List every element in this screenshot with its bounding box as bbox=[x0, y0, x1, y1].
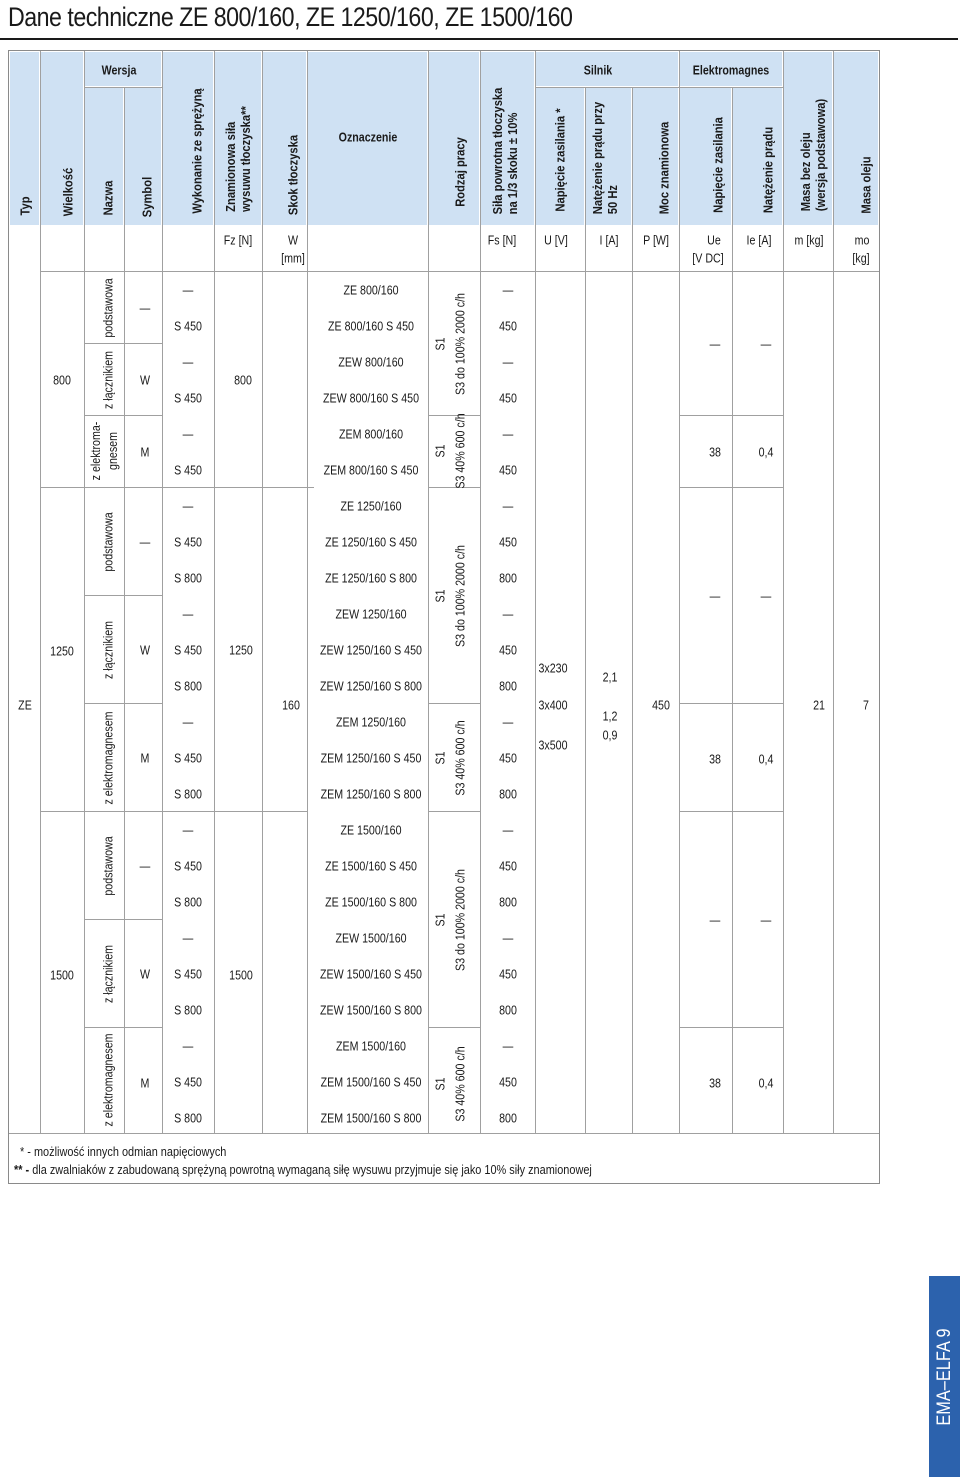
unit-u: U [V] bbox=[544, 232, 568, 248]
grid-line bbox=[124, 87, 125, 1133]
footnote-1 bbox=[20, 1144, 226, 1159]
fs-cell: — bbox=[502, 426, 514, 442]
size-800: 800 bbox=[53, 372, 71, 388]
wykonanie-cell: S 450 bbox=[174, 318, 202, 334]
nazwa-elektro-1500: z elektromagnesem bbox=[100, 1033, 116, 1127]
wykonanie-cell: — bbox=[182, 822, 194, 838]
nazwa-podstawowa-1250: podstawowa bbox=[100, 512, 116, 572]
typ-value: ZE bbox=[18, 697, 32, 713]
oznaczenie-cell: ZEM 1500/160 bbox=[336, 1038, 406, 1054]
ie-dash-800: — bbox=[760, 336, 772, 352]
oznaczenie-cell: ZEW 1250/160 bbox=[335, 606, 407, 622]
hdr-moc-label: Moc znamionowa bbox=[656, 121, 672, 215]
fs-cell: 450 bbox=[499, 462, 517, 478]
wykonanie-cell: S 450 bbox=[174, 858, 202, 874]
hdr-wykonanie bbox=[162, 51, 214, 226]
hdr-znamionowa-label bbox=[223, 106, 253, 212]
symbol-m: M bbox=[140, 444, 150, 460]
nazwa-lacznik-1250: z łącznikiem bbox=[100, 620, 116, 680]
hdr-oznaczenie-label: Oznaczenie bbox=[338, 129, 398, 145]
wykonanie-cell: S 450 bbox=[174, 642, 202, 658]
wykonanie-cell: S 450 bbox=[174, 966, 202, 982]
wykonanie-cell: S 800 bbox=[174, 1002, 202, 1018]
page-title: Dane techniczne ZE 800/160, ZE 1250/160, ZE 1500/160 bbox=[8, 2, 573, 32]
hdr-masa-bez-line1: Masa bez oleju bbox=[798, 132, 813, 212]
hdr-wykonanie-label: Wykonanie ze sprężyną bbox=[189, 88, 205, 214]
rodzaj-s3-1250m: S3 40% 600 c/h bbox=[452, 720, 468, 796]
ue-dash-1250: — bbox=[709, 588, 721, 604]
wykonanie-cell: — bbox=[182, 354, 194, 370]
fz-1500: 1500 bbox=[229, 967, 253, 983]
side-tab bbox=[929, 1276, 960, 1477]
oznaczenie-cell: ZEW 800/160 S 450 bbox=[322, 390, 420, 406]
hdr-moc bbox=[632, 87, 679, 226]
fs-cell: — bbox=[502, 606, 514, 622]
hdr-napiecie-2-label: Napięcie zasilania bbox=[710, 117, 726, 213]
ie-value-1250: 0,4 bbox=[758, 751, 774, 767]
wykonanie-cell: — bbox=[182, 1038, 194, 1054]
rodzaj-s3-800m: S3 40% 600 c/h bbox=[452, 413, 468, 489]
fs-cell: 450 bbox=[499, 318, 517, 334]
ue-value-1250: 38 bbox=[709, 751, 721, 767]
grid-line bbox=[585, 87, 586, 1133]
ue-dash-800: — bbox=[709, 336, 721, 352]
i-value-1: 2,1 bbox=[602, 669, 618, 685]
oznaczenie-cell: ZE 1500/160 S 800 bbox=[325, 894, 417, 910]
size-1500: 1500 bbox=[50, 967, 74, 983]
hdr-natezenie-1-line1: Natężenie prądu przy bbox=[590, 101, 605, 215]
ie-dash-1250: — bbox=[760, 588, 772, 604]
wykonanie-cell: — bbox=[182, 606, 194, 622]
grid-line bbox=[162, 51, 163, 1133]
fs-cell: 800 bbox=[499, 1110, 517, 1126]
nazwa-elektro-1250: z elektromagnesem bbox=[100, 711, 116, 805]
grid-line bbox=[84, 343, 162, 344]
hdr-masa-bez-line2: (wersja podstawowa) bbox=[813, 98, 828, 212]
rodzaj-s3-1500: S3 do 100% 2000 c/h bbox=[452, 869, 468, 971]
nazwa-elektro-800 bbox=[87, 422, 121, 481]
oznaczenie-cell: ZEW 1500/160 S 450 bbox=[320, 966, 422, 982]
symbol-m: M bbox=[140, 1075, 150, 1091]
symbol-w: W bbox=[139, 966, 151, 982]
grid-line bbox=[84, 1027, 162, 1028]
fs-cell: 800 bbox=[499, 786, 517, 802]
grid-line bbox=[262, 51, 263, 1133]
grid-line bbox=[84, 595, 162, 596]
unit-p: P [W] bbox=[643, 232, 669, 248]
fs-cell: — bbox=[502, 714, 514, 730]
grid-line bbox=[84, 703, 162, 704]
oznaczenie-cell: ZEW 1250/160 S 800 bbox=[320, 678, 422, 694]
wykonanie-cell: — bbox=[182, 714, 194, 730]
fs-cell: 450 bbox=[499, 966, 517, 982]
hdr-natezenie-1-label bbox=[590, 102, 620, 214]
oznaczenie-cell: ZE 1250/160 S 450 bbox=[325, 534, 417, 550]
hdr-wersja-label: Wersja bbox=[101, 62, 137, 78]
grid-line bbox=[40, 487, 314, 488]
ue-dash-1500: — bbox=[709, 912, 721, 928]
unit-w-mm: [mm] bbox=[281, 250, 305, 266]
fs-cell: — bbox=[502, 930, 514, 946]
fs-cell: — bbox=[502, 498, 514, 514]
grid-line bbox=[84, 51, 85, 1133]
hdr-znamionowa-line1: Znamionowa siła bbox=[223, 121, 238, 212]
oznaczenie-cell: ZE 800/160 bbox=[343, 282, 399, 298]
wykonanie-cell: — bbox=[182, 282, 194, 298]
oznaczenie-cell: ZEW 1500/160 bbox=[335, 930, 407, 946]
ie-dash-1500: — bbox=[760, 912, 772, 928]
fs-cell: 450 bbox=[499, 1074, 517, 1090]
nazwa-lacznik-800: z łącznikiem bbox=[100, 350, 116, 410]
grid-line bbox=[84, 415, 162, 416]
hdr-sila-powrotna-line2: na 1/3 skoku ± 10% bbox=[505, 112, 520, 215]
rodzaj-s3-1500m: S3 40% 600 c/h bbox=[452, 1046, 468, 1122]
fs-cell: 800 bbox=[499, 1002, 517, 1018]
hdr-sila-powrotna-line1: Siła powrotna tłoczyska bbox=[490, 87, 505, 215]
grid-line bbox=[428, 1027, 480, 1028]
hdr-znamionowa-line2: wysuwu tłoczyska** bbox=[238, 106, 253, 212]
hdr-napiecie-1-label: Napięcie zasilania * bbox=[552, 108, 568, 212]
rodzaj-s1-1500m: S1 bbox=[432, 1077, 448, 1091]
oznaczenie-cell: ZEW 1250/160 S 450 bbox=[320, 642, 422, 658]
unit-m: m [kg] bbox=[794, 232, 824, 248]
hdr-rodzaj-label: Rodzaj pracy bbox=[452, 137, 468, 207]
wykonanie-cell: — bbox=[182, 498, 194, 514]
fs-cell: 450 bbox=[499, 534, 517, 550]
wykonanie-cell: S 800 bbox=[174, 570, 202, 586]
rodzaj-s3-1250: S3 do 100% 2000 c/h bbox=[452, 545, 468, 647]
p-value: 450 bbox=[652, 697, 670, 713]
fz-800: 800 bbox=[234, 372, 252, 388]
fs-cell: — bbox=[502, 822, 514, 838]
grid-line bbox=[428, 703, 480, 704]
oznaczenie-cell: ZE 1500/160 S 450 bbox=[325, 858, 417, 874]
oznaczenie-cell: ZEW 1500/160 S 800 bbox=[320, 1002, 422, 1018]
unit-ue-vdc: [V DC] bbox=[692, 250, 724, 266]
ie-value-1500: 0,4 bbox=[758, 1075, 774, 1091]
size-1250: 1250 bbox=[50, 643, 74, 659]
i-value-2: 1,2 bbox=[602, 708, 618, 724]
unit-i: I [A] bbox=[599, 232, 619, 248]
rodzaj-s1-1500: S1 bbox=[432, 913, 448, 927]
grid-line bbox=[783, 51, 784, 1133]
hdr-nazwa-label: Nazwa bbox=[100, 180, 116, 216]
fs-cell: 450 bbox=[499, 642, 517, 658]
grid-line bbox=[9, 1133, 879, 1134]
side-tab-label: EMA–ELFA 9 bbox=[933, 1327, 955, 1426]
grid-line bbox=[679, 415, 783, 416]
fs-cell: 800 bbox=[499, 570, 517, 586]
wykonanie-cell: S 450 bbox=[174, 1074, 202, 1090]
nazwa-elektro-line2: gnesem bbox=[105, 432, 120, 470]
ue-value-800: 38 bbox=[709, 444, 721, 460]
fs-cell: 800 bbox=[499, 678, 517, 694]
grid-line bbox=[84, 919, 162, 920]
unit-ue: Ue bbox=[707, 232, 721, 248]
hdr-masa-bez-label bbox=[798, 99, 828, 211]
footnote-2-mark: ** - bbox=[14, 1162, 30, 1177]
rodzaj-s3-800: S3 do 100% 2000 c/h bbox=[452, 293, 468, 395]
hdr-natezenie-2-label: Natężenie prądu bbox=[760, 126, 776, 214]
oznaczenie-cell: ZE 1250/160 bbox=[340, 498, 402, 514]
nazwa-podstawowa-800: podstawowa bbox=[100, 278, 116, 338]
grid-line bbox=[480, 51, 481, 1133]
grid-line bbox=[428, 811, 480, 812]
rodzaj-s1-800: S1 bbox=[432, 337, 448, 351]
hdr-elektromagnes-label: Elektromagnes bbox=[692, 62, 770, 78]
nazwa-podstawowa-1500: podstawowa bbox=[100, 836, 116, 896]
wykonanie-cell: S 450 bbox=[174, 534, 202, 550]
unit-mo-kg: [kg] bbox=[852, 250, 870, 266]
grid-line bbox=[40, 51, 41, 1133]
grid-line bbox=[535, 87, 783, 88]
wykonanie-cell: S 450 bbox=[174, 390, 202, 406]
hdr-masa-oleju-label: Masa oleju bbox=[858, 156, 874, 214]
wykonanie-cell: S 800 bbox=[174, 894, 202, 910]
u-value-2: 3x400 bbox=[538, 697, 568, 713]
oznaczenie-cell: ZEM 1500/160 S 450 bbox=[320, 1074, 422, 1090]
oznaczenie-cell: ZEM 1250/160 bbox=[336, 714, 406, 730]
fs-cell: 450 bbox=[499, 750, 517, 766]
u-value-3: 3x500 bbox=[538, 737, 568, 753]
symbol-w: W bbox=[139, 642, 151, 658]
wykonanie-cell: — bbox=[182, 426, 194, 442]
footnote-1-text: możliwość innych odmian napięciowych bbox=[33, 1144, 227, 1159]
unit-fz: Fz [N] bbox=[223, 232, 253, 248]
footnote-1-mark: * - bbox=[20, 1144, 31, 1159]
skok-value: 160 bbox=[282, 697, 300, 713]
u-value-1: 3x230 bbox=[538, 660, 568, 676]
footnote-2 bbox=[14, 1162, 592, 1177]
rodzaj-s1-1250m: S1 bbox=[432, 751, 448, 765]
hdr-sila-powrotna-label bbox=[490, 88, 520, 215]
unit-w: W bbox=[287, 232, 299, 248]
grid-line bbox=[679, 811, 783, 812]
grid-line bbox=[833, 51, 834, 1133]
wykonanie-cell: S 800 bbox=[174, 678, 202, 694]
oznaczenie-cell: ZEM 800/160 bbox=[339, 426, 403, 442]
symbol-dash: — bbox=[139, 300, 151, 316]
nazwa-lacznik-1500: z łącznikiem bbox=[100, 944, 116, 1004]
grid-line bbox=[732, 87, 733, 1133]
grid-line bbox=[428, 51, 429, 1133]
unit-ie: Ie [A] bbox=[746, 232, 772, 248]
oznaczenie-cell: ZE 1500/160 bbox=[340, 822, 402, 838]
wykonanie-cell: S 450 bbox=[174, 750, 202, 766]
hdr-silnik-label: Silnik bbox=[583, 62, 613, 78]
hdr-wielkosc-label: Wielkość bbox=[60, 167, 76, 217]
grid-line bbox=[307, 51, 308, 1133]
fs-cell: 450 bbox=[499, 858, 517, 874]
grid-line bbox=[535, 51, 536, 1133]
grid-line bbox=[632, 87, 633, 1133]
grid-line bbox=[214, 51, 215, 1133]
symbol-m: M bbox=[140, 750, 150, 766]
fz-1250: 1250 bbox=[229, 642, 253, 658]
oznaczenie-cell: ZE 1250/160 S 800 bbox=[325, 570, 417, 586]
footnote-2-text: dla zwalniaków z zabudowaną sprężyną powrotną wymaganą siłę wysuwu przyjmuje się jako 10% siły znamionowej bbox=[32, 1162, 592, 1177]
oznaczenie-cell: ZE 800/160 S 450 bbox=[328, 318, 414, 334]
wykonanie-cell: S 800 bbox=[174, 1110, 202, 1126]
fs-cell: — bbox=[502, 1038, 514, 1054]
wykonanie-cell: — bbox=[182, 930, 194, 946]
fs-cell: — bbox=[502, 282, 514, 298]
unit-fs: Fs [N] bbox=[487, 232, 517, 248]
unit-mo: mo bbox=[854, 232, 870, 248]
grid-line bbox=[40, 811, 307, 812]
hdr-symbol-label: Symbol bbox=[139, 176, 155, 218]
masa-value: 21 bbox=[813, 697, 825, 713]
grid-line bbox=[84, 87, 162, 88]
grid-line bbox=[679, 51, 680, 1133]
hdr-typ-label: Typ bbox=[17, 196, 33, 216]
oznaczenie-cell: ZEM 800/160 S 450 bbox=[323, 462, 419, 478]
grid-line bbox=[679, 1027, 783, 1028]
symbol-w: W bbox=[139, 372, 151, 388]
oznaczenie-cell: ZEW 800/160 bbox=[338, 354, 404, 370]
ie-value-800: 0,4 bbox=[758, 444, 774, 460]
symbol-dash: — bbox=[139, 858, 151, 874]
masa-oleju-value: 7 bbox=[863, 697, 869, 713]
i-value-3: 0,9 bbox=[602, 727, 618, 743]
nazwa-elektro-line1: z elektroma- bbox=[88, 421, 103, 481]
oznaczenie-cell: ZEM 1500/160 S 800 bbox=[320, 1110, 422, 1126]
wykonanie-cell: S 800 bbox=[174, 786, 202, 802]
wykonanie-cell: S 450 bbox=[174, 462, 202, 478]
ue-value-1500: 38 bbox=[709, 1075, 721, 1091]
fs-cell: 450 bbox=[499, 390, 517, 406]
grid-line bbox=[679, 487, 783, 488]
fs-cell: 800 bbox=[499, 894, 517, 910]
symbol-dash: — bbox=[139, 534, 151, 550]
grid-line bbox=[679, 703, 783, 704]
oznaczenie-cell: ZEM 1250/160 S 800 bbox=[320, 786, 422, 802]
hdr-skok-label: Skok tłoczyska bbox=[285, 134, 301, 216]
hdr-natezenie-1-line2: 50 Hz bbox=[605, 185, 620, 215]
grid-line bbox=[40, 271, 879, 272]
oznaczenie-cell: ZEM 1250/160 S 450 bbox=[320, 750, 422, 766]
title-rule bbox=[0, 38, 958, 40]
rodzaj-s1-800m: S1 bbox=[432, 444, 448, 458]
fs-cell: — bbox=[502, 354, 514, 370]
rodzaj-s1-1250: S1 bbox=[432, 589, 448, 603]
